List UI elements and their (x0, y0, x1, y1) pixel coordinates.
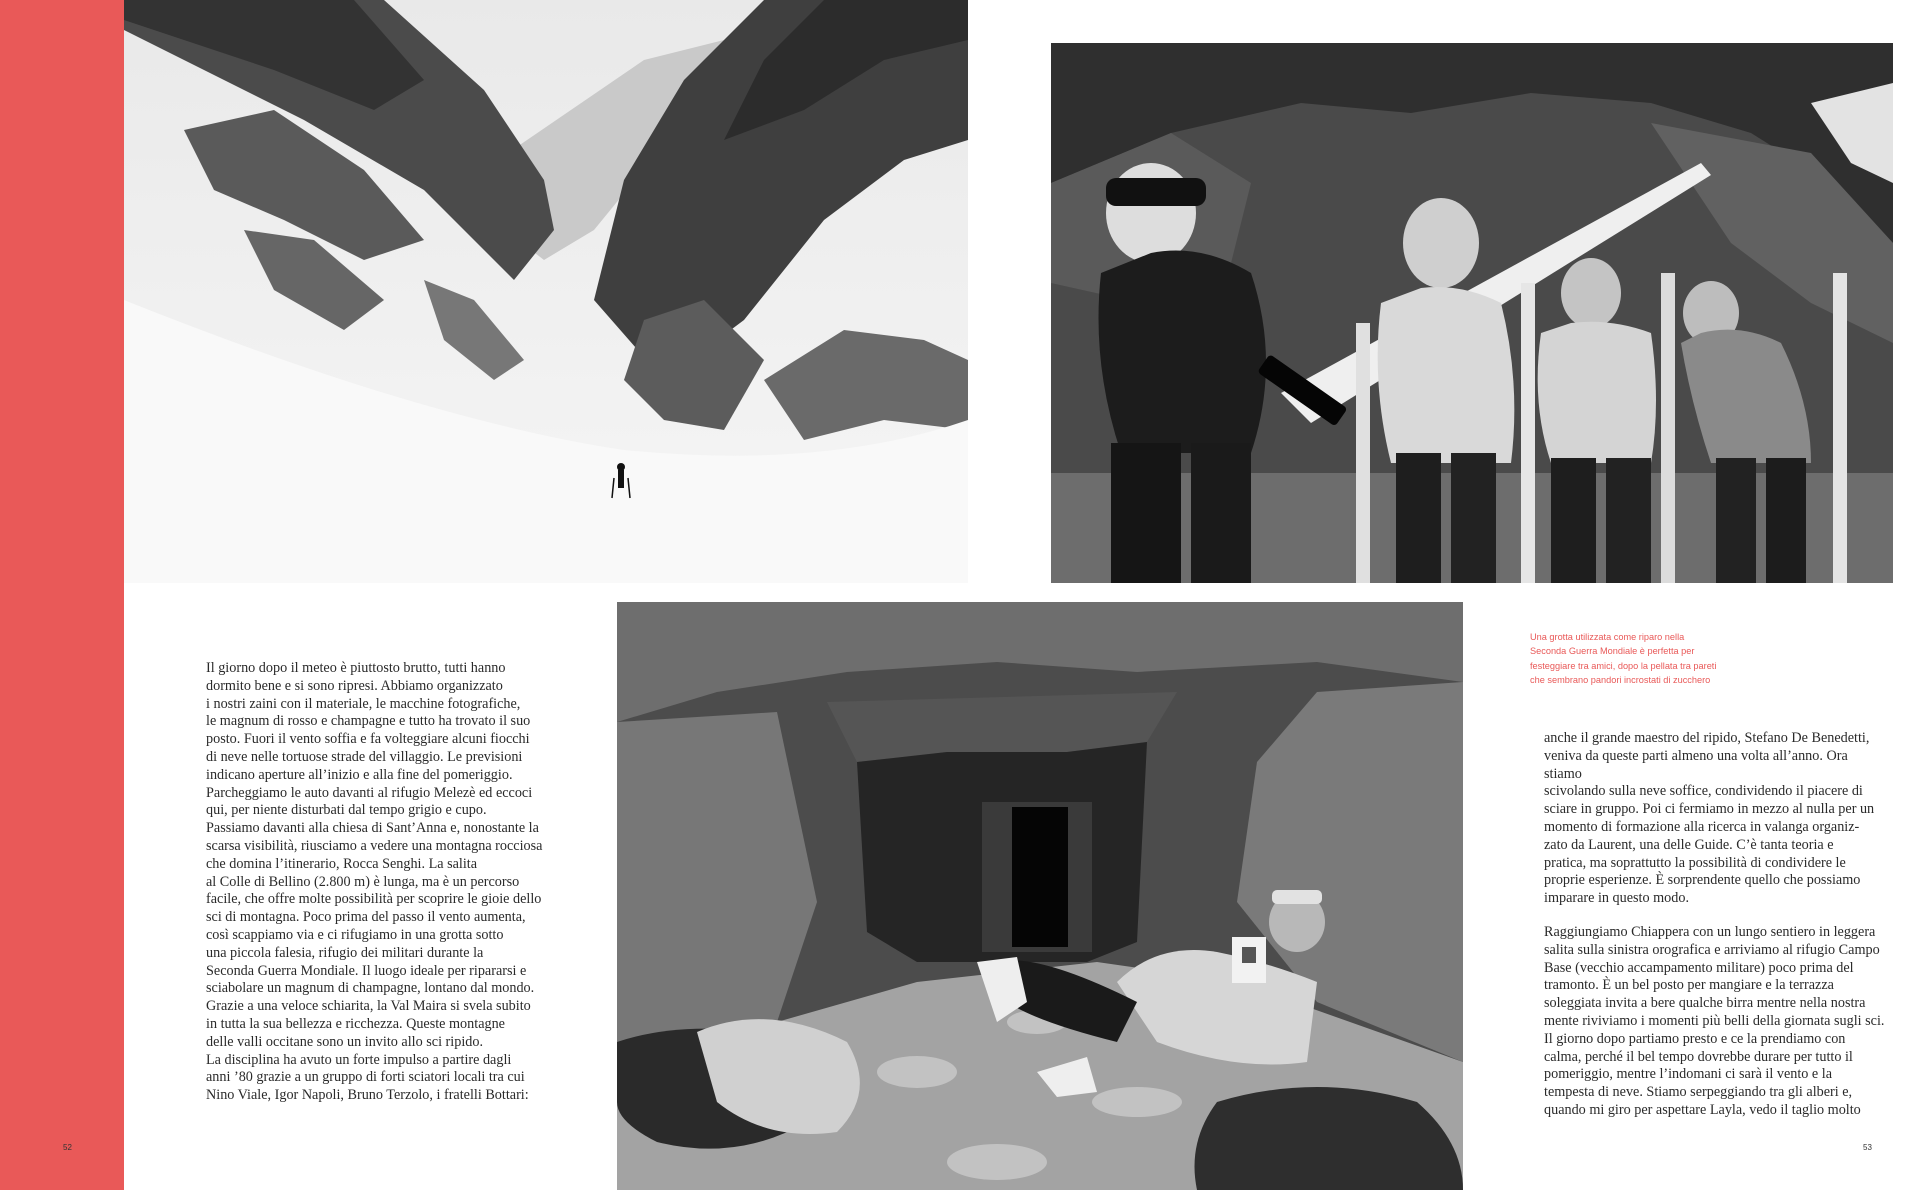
couloir-illustration (124, 0, 968, 583)
left-margin-color-bar (0, 0, 124, 1190)
page-number-right: 53 (1863, 1143, 1872, 1152)
photo-skier-couloir (124, 0, 968, 583)
cave-group-illustration (1051, 43, 1893, 583)
right-body-text (1544, 730, 1889, 1120)
left-body-paragraph: Il giorno dopo il meteo è piuttosto brutto, tutti hanno dormito bene e si sono ripresi. Abbiamo organizzato i nostri zaini con il materiale, le macchine fotografiche, le magnum di rosso e champagne e tutto ha trovato il suo posto. Fuori il vento soffia e fa volteggiare alcuni fiocchi di neve nelle tortuose strade del villaggio. Le previsioni indicano aperture all’inizio e alla fine del pomeriggio. Parcheggiamo le auto davanti al rifugio Melezè ed eccoci qui, per niente disturbati dal tempo grigio e cupo. Passiamo davanti alla chiesa di Sant’Anna e, nonostante la scarsa visibilità, riusciamo a vedere una montagna rocciosa che domina l’itinerario, Rocca Senghi. La salita al Colle di Bellino (2.800 m) è lunga, ma è un percorso facile, che offre molte possibilità per scoprire le gioie dello sci di montagna. Poco prima del passo il vento aumenta, così scappiamo via e ci rifugiamo in una grotta sotto una piccola falesia, rifugio dei militari durante la Seconda Guerra Mondiale. Il luogo ideale per ripararsi e sciabolare un magnum di champagne, lontano dal mondo. Grazie a una veloce schiarita, la Val Maira si svela subito in tutta la sua bellezza e ricchezza. Queste montagne delle valli occitane sono un invito allo sci ripido. La disciplina ha avuto un forte impulso a partire dagli anni ’80 grazie a un gruppo di forti sciatori locali tra cui Nino Viale, Igor Napoli, Bruno Terzolo, i fratelli Bottari: (206, 660, 543, 1104)
photo-caption: Una grotta utilizzata come riparo nella Seconda Guerra Mondiale è perfetta per festeggiare tra amici, dopo la pellata tra pareti che sembrano pandori incrostati di zucchero (1530, 632, 1717, 685)
right-body-paragraph-1: anche il grande maestro del ripido, Stefano De Benedetti, veniva da queste parti almeno una volta all’anno. Ora stiamo scivolando sulla neve soffice, condividendo il piacere di sciare in gruppo. Poi ci fermiamo in mezzo al nulla per un momento di formazione alla ricerca in valanga organiz- zato da Laurent, una delle Guide. C’è tanta teoria e pratica, ma soprattutto la possibilità di condividere le proprie esperienze. È sorprendente quello che possiamo imparare in questo modo. (1544, 730, 1875, 907)
right-body-paragraph-2: Raggiungiamo Chiappera con un lungo sentiero in leggera salita sulla sinistra orografica e arriviamo al rifugio Campo Base (vecchio accampamento militare) poco prima del tramonto. È un bel posto per mangiare e la terrazza soleggiata invita a bere qualche birra mentre nella nostra mente riviviamo i momenti più belli della giornata sugli sci. Il giorno dopo partiamo presto e ce la prendiamo con calma, perché il bel tempo dovrebbe durare per tutto il pomeriggio, mentre l’indomani ci sarà il vento e la tempesta di neve. Stiamo serpeggiando tra gli alberi e, quando mi giro per aspettare Layla, vedo il taglio molto (1544, 923, 1885, 1118)
tunnel-illustration (617, 602, 1463, 1190)
left-body-text (206, 660, 551, 1105)
photo-cave-group-champagne (1051, 43, 1893, 583)
page-number-left: 52 (63, 1143, 72, 1152)
photo-tunnel-reading (617, 602, 1463, 1190)
